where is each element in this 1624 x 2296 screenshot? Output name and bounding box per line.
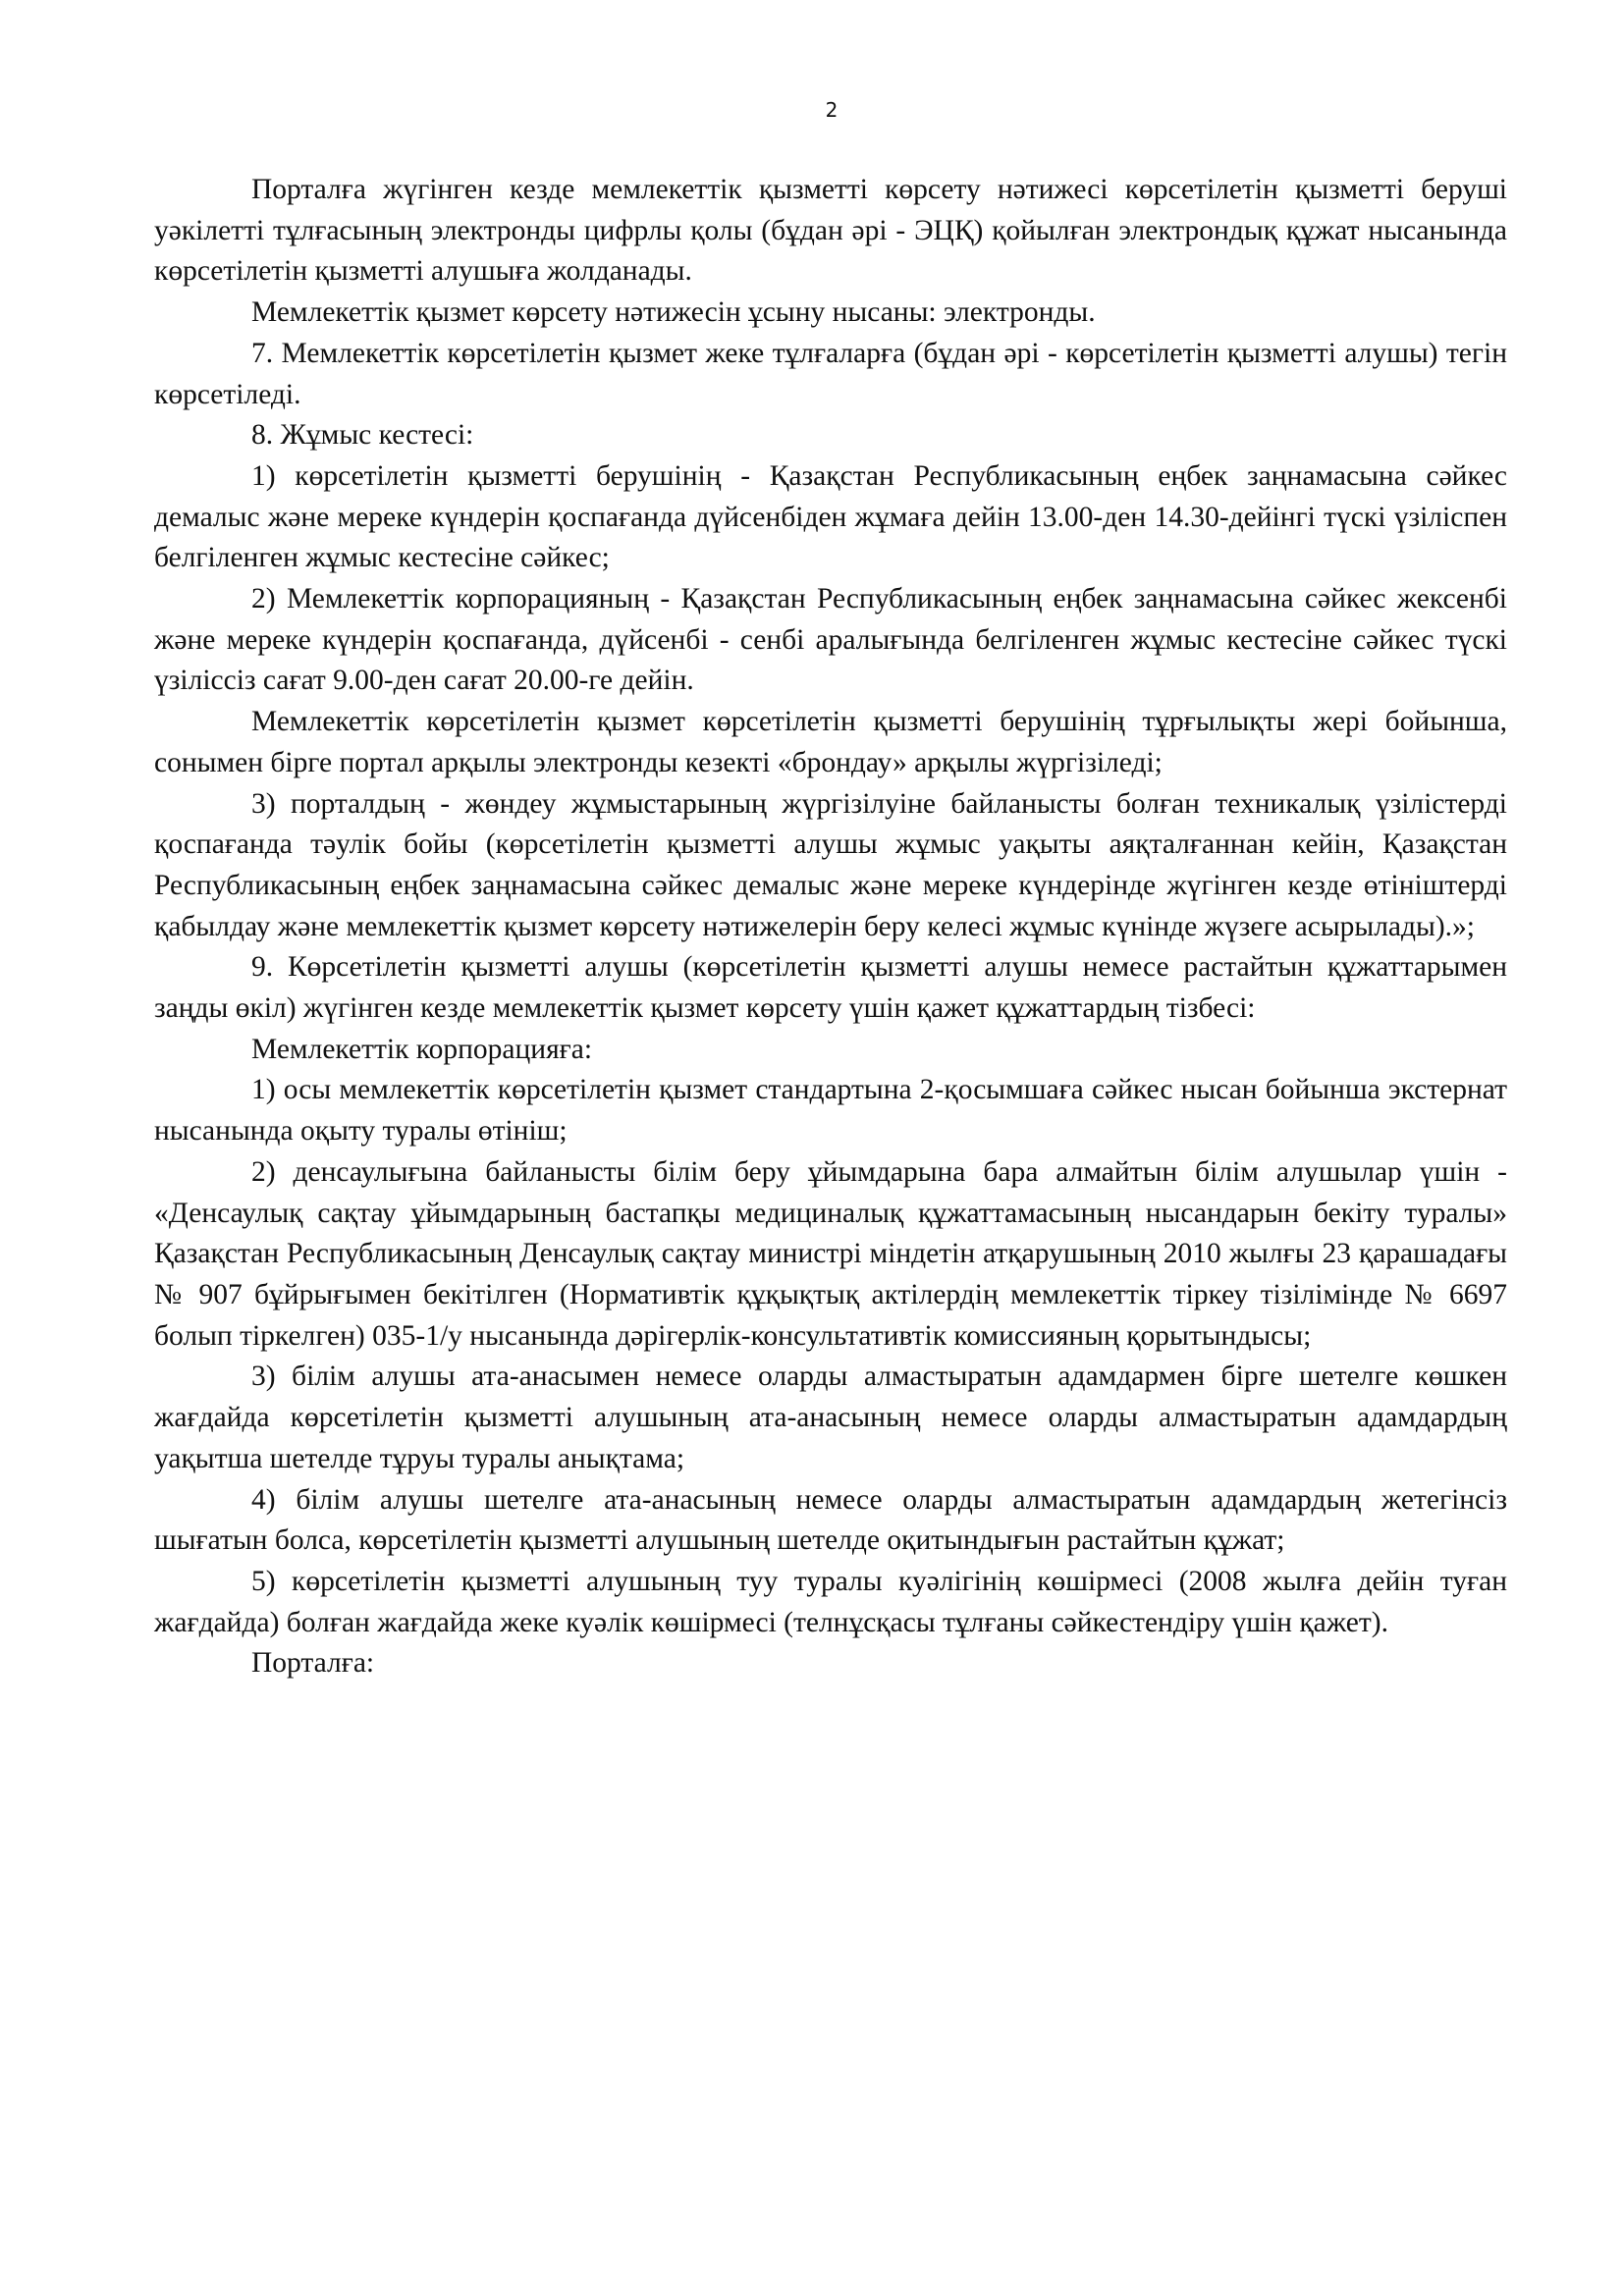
page-number: 2 — [825, 98, 839, 122]
paragraph-item-8-heading: 8. Жұмыс кестесі: — [251, 419, 474, 452]
paragraph-doc-5: 5) көрсетілетін қызметті алушының туу туралы куәлігінің көшірмесі (2008 жылға дейін туған жағдайда) болған жағдайда жеке куәлік көшірмесі (телнұсқасы тұлғаны сәйкестендіру үшін қажет). — [154, 1565, 1507, 1638]
paragraph-booking: Мемлекеттік көрсетілетін қызмет көрсетілетін қызметті берушінің тұрғылықты жері бойынша, сонымен бірге портал арқылы электронды кезекті «брондау» арқылы жүргізіледі; — [154, 706, 1507, 778]
paragraph-result-form: Мемлекеттік қызмет көрсету нәтижесін ұсыну нысаны: электронды. — [251, 296, 1096, 329]
paragraph-item-8-2: 2) Мемлекеттік корпорацияның - Қазақстан Республикасының еңбек заңнамасына сәйкес жексенбі және мереке күндерін қоспағанда, дүйсенбі - сенбі аралығында белгіленген жұмыс кестесіне сәйкес түскі үзіліссіз сағат 9.00-ден сағат 20.00-ге дейін. — [154, 583, 1507, 697]
paragraph-doc-1: 1) осы мемлекеттік көрсетілетін қызмет стандартына 2-қосымшаға сәйкес нысан бойынша экстернат нысанында оқыту туралы өтініш; — [154, 1074, 1507, 1148]
paragraph-state-corporation: Мемлекеттік корпорацияға: — [251, 1033, 593, 1065]
paragraph-item-9: 9. Көрсетілетін қызметті алушы (көрсетілетін қызметті алушы немесе растайтын құжаттарымен заңды өкіл) жүгінген кезде мемлекеттік қызмет көрсету үшін қажет құжаттардың тізбесі: — [154, 951, 1507, 1025]
paragraph-doc-2: 2) денсаулығына байланысты білім беру ұйымдарына бара алмайтын білім алушылар үшін - «Денсаулық сақтау ұйымдарының бастапқы медициналық құжаттамасының нысандарын бекіту туралы» Қазақстан Республикасының Денсаулық сақтау министрі міндетін атқарушының 2010 жылғы 23 қарашадағы № 907 бұйрығымен бекітілген (Нормативтік құқықтық актілердің мемлекеттік тіркеу тізілімінде № 6697 болып тіркелген) 035-1/у нысанында дәрігерлік-консультативтік комиссияның қорытындысы; — [154, 1155, 1507, 1352]
paragraph-item-8-3: 3) порталдың - жөндеу жұмыстарының жүргізілуіне байланысты болған техникалық үзілістерді қоспағанда тәулік бойы (көрсетілетін қызметті алушы жұмыс уақыты аяқталғаннан кейін, Қазақстан Республикасының еңбек заңнамасына сәйкес демалыс және мереке күндерінде жүгінген кезде өтініштерді қабылдау және мемлекеттік қызмет көрсету нәтижелерін беру келесі жұмыс күнінде жүзеге асырылады).»; — [154, 787, 1507, 942]
paragraph-doc-3: 3) білім алушы ата-анасымен немесе оларды алмастыратын адамдармен бірге шетелге көшкен жағдайда көрсетілетін қызметті алушының ата-анасының немесе оларды алмастыратын адамдардың уақытша шетелде тұруы туралы анықтама; — [154, 1361, 1507, 1474]
paragraph-item-8-1: 1) көрсетілетін қызметті берушінің - Қазақстан Республикасының еңбек заңнамасына сәйкес демалыс және мереке күндерін қоспағанда дүйсенбіден жұмаға дейін 13.00-ден 14.30-дейінгі түскі үзіліспен белгіленген жұмыс кестесіне сәйкес; — [154, 459, 1507, 574]
paragraph-portal-heading: Порталға: — [251, 1647, 375, 1680]
paragraph-item-7: 7. Мемлекеттік көрсетілетін қызмет жеке тұлғаларға (бұдан әрі - көрсетілетін қызметті алушы) тегін көрсетіледі. — [154, 337, 1507, 410]
document-body — [154, 170, 1507, 1684]
paragraph-doc-4: 4) білім алушы шетелге ата-анасының немесе оларды алмастыратын адамдардың жетегінсіз шығатын болса, көрсетілетін қызметті алушының шетелде оқитындығын растайтын құжат; — [154, 1483, 1507, 1557]
paragraph-portal-result: Порталға жүгінген кезде мемлекеттік қызметті көрсету нәтижесі көрсетілетін қызметті беруші уәкілетті тұлғасының электронды цифрлы қолы (бұдан әрі - ЭЦҚ) қойылған электрондық құжат нысанында көрсетілетін қызметті алушыға жолданады. — [154, 174, 1507, 288]
